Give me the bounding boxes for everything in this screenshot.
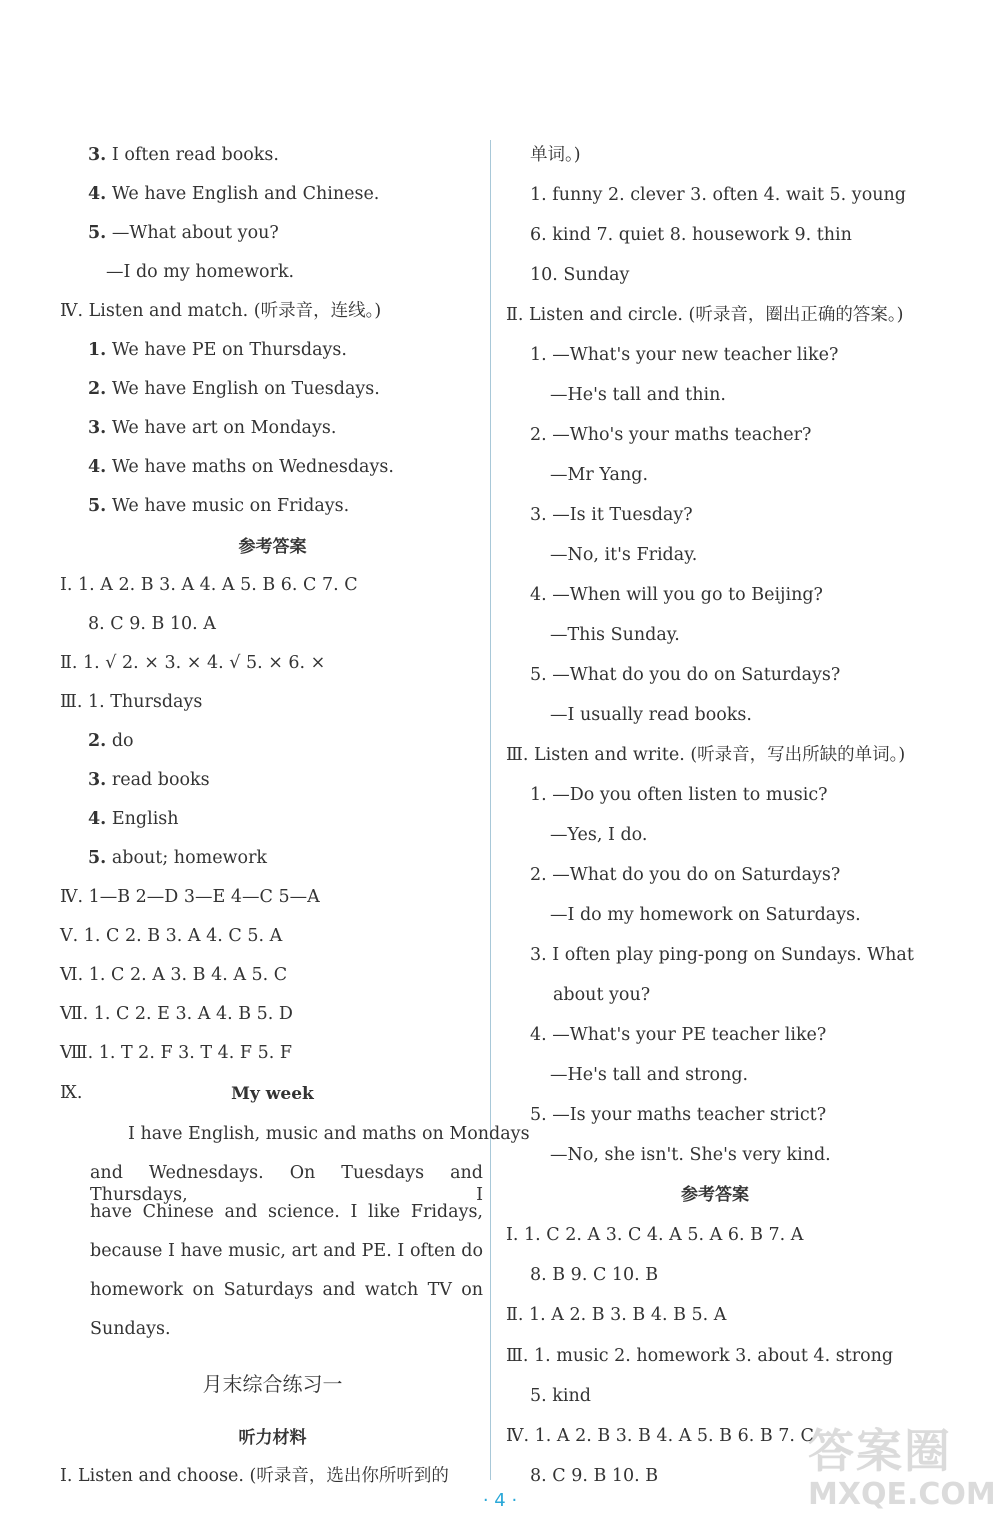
right-text-line: 3. —Is it Tuesday?	[530, 505, 693, 525]
item-text: read books	[111, 770, 210, 790]
right-text-line: 单词。)	[530, 145, 581, 165]
item-text: Ⅶ. 1. C 2. E 3. A 4. B 5. D	[60, 1004, 293, 1024]
right-text-line: 1. —What's your new teacher like?	[530, 345, 839, 365]
right-text-line: 2. —What do you do on Saturdays?	[530, 865, 841, 885]
answers-heading-left: 参考答案	[238, 537, 307, 557]
item-text: Ⅲ. 1. Thursdays	[60, 692, 203, 712]
left-text-line	[88, 808, 179, 830]
item-number: 3.	[88, 418, 107, 438]
item-text: Ⅵ. 1. C 2. A 3. B 4. A 5. C	[60, 965, 288, 985]
item-number: 5.	[88, 223, 107, 243]
right-text-line: 1. —Do you often listen to music?	[530, 785, 828, 805]
left-text-line	[88, 378, 380, 400]
answers-heading-right: 参考答案	[681, 1185, 749, 1205]
right-text-line: —Yes, I do.	[550, 825, 648, 845]
item-number: 1.	[88, 340, 107, 360]
item-text: Ⅳ. 1—B 2—D 3—E 4—C 5—A	[60, 887, 320, 907]
item-number: 3.	[88, 770, 107, 790]
item-number: 5.	[88, 848, 107, 868]
item-text: do	[111, 731, 134, 751]
item-text: Ⅱ. 1. √ 2. × 3. × 4. √ 5. × 6. ×	[60, 653, 326, 673]
left-text-line	[88, 847, 267, 869]
item-text: about; homework	[111, 848, 268, 868]
left-text-line	[88, 769, 210, 791]
right-text-line: —This Sunday.	[550, 625, 680, 645]
column-divider	[490, 140, 491, 1480]
left-text-line	[88, 613, 216, 635]
right-text-line: —I do my homework on Saturdays.	[550, 905, 861, 925]
essay-line: have Chinese and science. I like Fridays,	[90, 1202, 483, 1222]
essay-line: and Wednesdays. On Tuesdays and Thursdays, I	[90, 1163, 483, 1205]
item-number: 5.	[88, 496, 107, 516]
item-number: 2.	[88, 379, 107, 399]
essay-line: Sundays.	[90, 1319, 171, 1339]
left-text-line	[88, 144, 279, 166]
right-text-line: Ⅳ. 1. A 2. B 3. B 4. A 5. B 6. B 7. C	[506, 1426, 814, 1446]
right-text-line: —He's tall and thin.	[550, 385, 726, 405]
item-number: 2.	[88, 731, 107, 751]
item-text: English	[111, 809, 179, 829]
item-text: We have music on Fridays.	[111, 496, 350, 516]
left-text-line	[88, 417, 336, 439]
watermark-bottom: MXQE.COM	[808, 1477, 996, 1512]
right-text-line: 4. —What's your PE teacher like?	[530, 1025, 827, 1045]
item-text: Ⅷ. 1. T 2. F 3. T 4. F 5. F	[60, 1043, 293, 1063]
right-text-line: Ⅲ. Listen and write. (听录音，写出所缺的单词。)	[506, 745, 906, 765]
left-text-line	[60, 925, 282, 947]
item-text: We have English on Tuesdays.	[111, 379, 380, 399]
item-number: 4.	[88, 457, 107, 477]
item-text: We have PE on Thursdays.	[111, 340, 347, 360]
right-text-line: 8. C 9. B 10. B	[530, 1466, 659, 1486]
left-text-line	[88, 339, 347, 361]
left-text-line	[88, 222, 279, 244]
left-text-line	[88, 495, 349, 517]
item-text: Ⅳ. Listen and match. (听录音，连线。)	[60, 301, 382, 321]
left-text-line	[60, 1003, 293, 1025]
item-text: Ⅸ.	[60, 1083, 83, 1103]
right-text-line: 6. kind 7. quiet 8. housework 9. thin	[530, 225, 852, 245]
left-text-line	[88, 730, 134, 752]
left-text-line	[106, 261, 294, 283]
right-text-line: Ⅱ. 1. A 2. B 3. B 4. B 5. A	[506, 1305, 727, 1325]
item-text: We have English and Chinese.	[111, 184, 380, 204]
right-text-line: 10. Sunday	[530, 265, 630, 285]
right-text-line: Ⅲ. 1. music 2. homework 3. about 4. strong	[506, 1346, 894, 1366]
right-text-line: 3. I often play ping-pong on Sundays. What	[530, 945, 914, 965]
right-text-line: 5. —What do you do on Saturdays?	[530, 665, 841, 685]
left-text-line	[60, 691, 202, 713]
left-text-line	[88, 183, 379, 205]
right-text-line: 1. funny 2. clever 3. often 4. wait 5. young	[530, 185, 906, 205]
right-text-line: 4. —When will you go to Beijing?	[530, 585, 823, 605]
right-text-line: —He's tall and strong.	[550, 1065, 749, 1085]
item-text: —What about you?	[111, 223, 279, 243]
item-text: Ⅴ. 1. C 2. B 3. A 4. C 5. A	[60, 926, 283, 946]
left-text-line	[60, 1082, 82, 1104]
item-number: 4.	[88, 809, 107, 829]
left-text-line	[60, 964, 287, 986]
watermark-logo	[808, 1415, 996, 1520]
item-number: 4.	[88, 184, 107, 204]
section-title: 月末综合练习一	[202, 1372, 343, 1396]
item-number: 3.	[88, 145, 107, 165]
item-text: 8. C 9. B 10. A	[88, 614, 216, 634]
item-text: We have maths on Wednesdays.	[111, 457, 394, 477]
left-text-line	[60, 652, 325, 674]
left-text-line	[60, 574, 358, 596]
right-text-line: 5. kind	[530, 1386, 591, 1406]
left-text-line	[88, 456, 394, 478]
item-text: We have art on Mondays.	[111, 418, 337, 438]
right-text-line: 5. —Is your maths teacher strict?	[530, 1105, 827, 1125]
right-text-line: —Mr Yang.	[550, 465, 649, 485]
item-text: —I do my homework.	[106, 262, 295, 282]
listening-material-heading: 听力材料	[238, 1428, 307, 1448]
right-text-line: —I usually read books.	[550, 705, 752, 725]
right-text-line: Ⅰ. 1. C 2. A 3. C 4. A 5. A 6. B 7. A	[506, 1225, 804, 1245]
left-text-line	[60, 300, 381, 322]
page-number: · 4 ·	[482, 1490, 518, 1511]
left-text-line	[60, 886, 320, 908]
right-text-line: Ⅱ. Listen and circle. (听录音，圈出正确的答案。)	[506, 305, 904, 325]
essay-line: because I have music, art and PE. I often do	[90, 1241, 483, 1261]
item-text: Ⅰ. 1. A 2. B 3. A 4. A 5. B 6. C 7. C	[60, 575, 358, 595]
watermark-top: 答案圈	[808, 1424, 952, 1478]
right-text-line: about you?	[553, 985, 651, 1005]
right-text-line: —No, it's Friday.	[550, 545, 698, 565]
right-text-line: —No, she isn't. She's very kind.	[550, 1145, 831, 1165]
item-text: I often read books.	[111, 145, 279, 165]
right-text-line: 2. —Who's your maths teacher?	[530, 425, 812, 445]
essay-line: homework on Saturdays and watch TV on	[90, 1280, 483, 1300]
listen-and-choose-instruction: Ⅰ. Listen and choose. (听录音，选出你所听到的	[60, 1466, 449, 1486]
essay-line: I have English, music and maths on Mondays	[128, 1124, 530, 1144]
essay-title: My week	[231, 1084, 314, 1104]
left-text-line	[60, 1042, 292, 1064]
right-text-line: 8. B 9. C 10. B	[530, 1265, 659, 1285]
